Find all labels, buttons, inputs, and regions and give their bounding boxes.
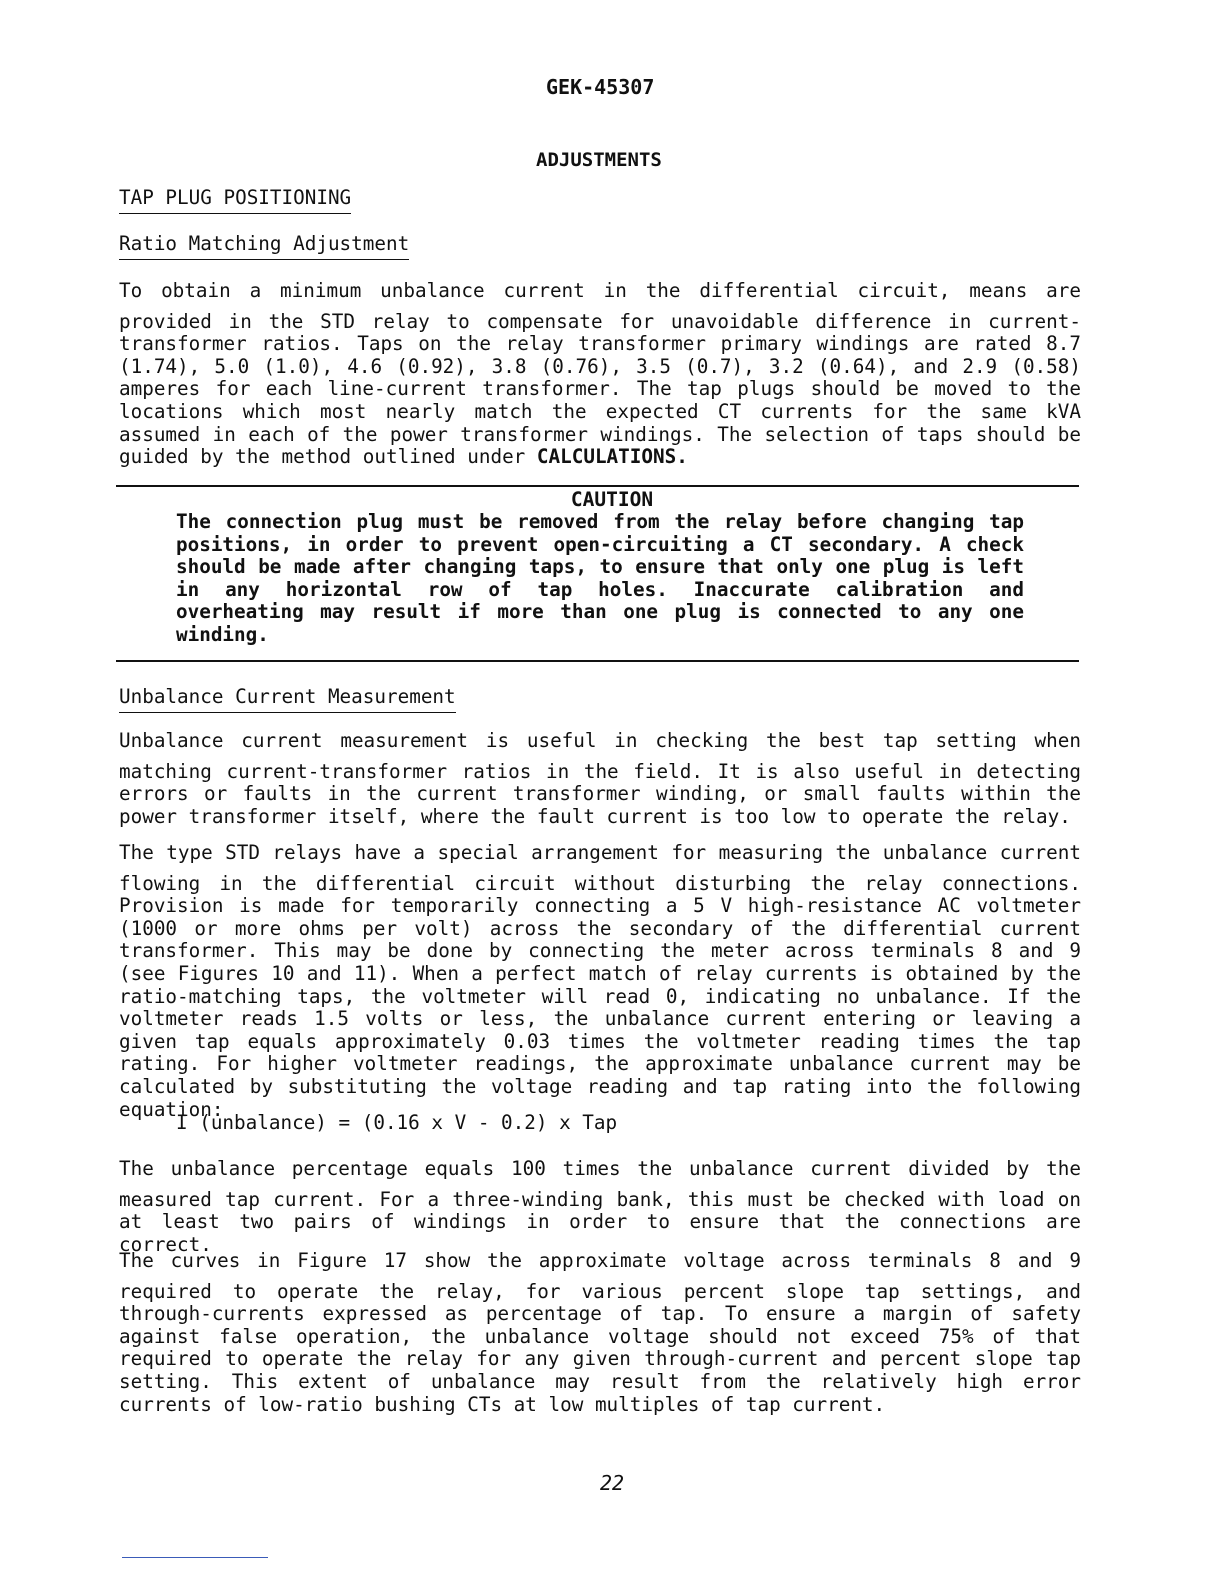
ratio-matching-paragraph [119, 280, 1081, 469]
unbalance-p4-first-line: The curves in Figure 17 show the approximate voltage across terminals 8 and 9 [119, 1249, 1081, 1272]
document-number: GEK-45307 [546, 75, 655, 99]
tap-plug-heading: TAP PLUG POSITIONING [119, 186, 351, 214]
ratio-body: provided in the STD relay to compensate for unavoidable difference in current-transformer ratios. Taps on the relay transformer primary windings are rated 8.7 (1.74), 5.0 (1.0), 4.6 (0.92), 3.8 (0.76), 3.5 (0.7), 3.2 (0.64), and 2.9 (0.58) amperes for each line-current transformer. The tap plugs should be moved to the locations which most nearly match the expected CT currents for the same kVA assumed in each of the power transformer windings. The selection of taps should be guided by the method outlined under [119, 309, 1081, 469]
ratio-matching-heading: Ratio Matching Adjustment [119, 232, 409, 260]
unbalance-paragraph-4 [119, 1250, 1081, 1416]
unbalance-paragraph-3 [119, 1158, 1081, 1256]
caution-top-rule [116, 485, 1079, 487]
caution-bottom-rule [116, 660, 1079, 662]
page-number: 22 [599, 1471, 625, 1495]
unbalance-paragraph-2 [119, 842, 1081, 1121]
ratio-first-line: To obtain a minimum unbalance current in the differential circuit, means are [119, 279, 1081, 302]
unbalance-p3-first-line: The unbalance percentage equals 100 times the unbalance current divided by the [119, 1157, 1081, 1180]
unbalance-paragraph-1 [119, 730, 1081, 828]
footer-divider [122, 1557, 268, 1558]
unbalance-p1-body: matching current-transformer ratios in the field. It is also useful in detecting errors or faults in the current transformer winding, or small faults within the power transformer itself, where the fault current is too low to operate the relay. [119, 759, 1081, 828]
unbalance-p3-body: measured tap current. For a three-winding bank, this must be checked with load on at least two pairs of windings in order to ensure that the connections are correct. [119, 1187, 1081, 1256]
unbalance-equation: I (unbalance) = (0.16 x V - 0.2) x Tap [176, 1111, 618, 1134]
unbalance-p2-body: flowing in the differential circuit without disturbing the relay connections. Provision is made for temporarily connecting a 5 V high-resistance AC voltmeter (1000 or more ohms per volt) across the secondary of the differential current transformer. This may be done by connecting the meter across terminals 8 and 9 (see Figures 10 and 11). When a perfect match of relay currents is obtained by the ratio-matching taps, the voltmeter will read 0, indicating no unbalance. If the voltmeter reads 1.5 volts or less, the unbalance current entering or leaving a given tap equals approximately 0.03 times the voltmeter reading times the tap rating. For higher voltmeter readings, the approximate unbalance current may be calculated by substituting the voltage reading and tap rating into the following equation: [119, 871, 1081, 1121]
calculations-reference: CALCULATIONS. [536, 445, 688, 469]
caution-title: CAUTION [570, 488, 654, 511]
caution-body: The connection plug must be removed from the relay before changing tap positions, in order to prevent open-circuiting a CT secondary. A check should be made after changing taps, to ensure that only one plug is left in any horizontal row of tap holes. Inaccurate calibration and overheating may result if more than one plug is connected to any one winding. [176, 510, 1024, 646]
unbalance-heading: Unbalance Current Measurement [119, 685, 456, 713]
section-title: ADJUSTMENTS [536, 149, 662, 171]
unbalance-p4-body: required to operate the relay, for various percent slope tap settings, and through-currents expressed as percentage of tap. To ensure a margin of safety against false operation, the unbalance voltage should not exceed 75% of that required to operate the relay for any given through-current and percent slope tap setting. This extent of unbalance may result from the relatively high error currents of low-ratio bushing CTs at low multiples of tap current. [119, 1279, 1081, 1416]
unbalance-p1-first-line: Unbalance current measurement is useful in checking the best tap setting when [119, 729, 1081, 752]
unbalance-p2-first-line: The type STD relays have a special arrangement for measuring the unbalance current [119, 841, 1081, 864]
